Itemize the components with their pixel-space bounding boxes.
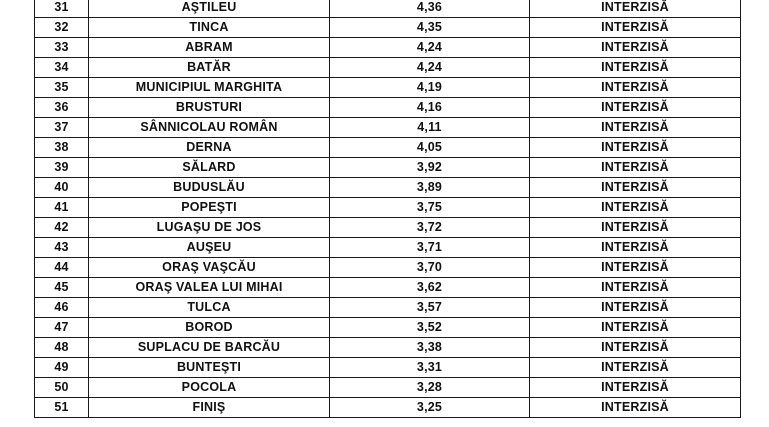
status-cell: INTERZISĂ (530, 0, 741, 18)
value-cell: 4,11 (330, 118, 530, 138)
row-number-cell: 36 (35, 98, 89, 118)
row-number-cell: 34 (35, 58, 89, 78)
table-row (35, 178, 741, 198)
row-number-cell: 31 (35, 0, 89, 18)
table-row (35, 38, 741, 58)
value-cell: 4,19 (330, 78, 530, 98)
row-number-cell: 39 (35, 158, 89, 178)
row-number-cell: 41 (35, 198, 89, 218)
localities-table (34, 0, 741, 418)
value-cell: 3,62 (330, 278, 530, 298)
row-number-cell: 42 (35, 218, 89, 238)
table-row (35, 278, 741, 298)
status-cell: INTERZISĂ (530, 218, 741, 238)
status-cell: INTERZISĂ (530, 318, 741, 338)
table-row (35, 0, 741, 18)
table-row (35, 318, 741, 338)
status-cell: INTERZISĂ (530, 38, 741, 58)
table-row (35, 118, 741, 138)
locality-cell: BUDUSLĂU (89, 178, 330, 198)
value-cell: 3,75 (330, 198, 530, 218)
status-cell: INTERZISĂ (530, 18, 741, 38)
locality-cell: ORAŞ VALEA LUI MIHAI (89, 278, 330, 298)
status-cell: INTERZISĂ (530, 158, 741, 178)
status-cell: INTERZISĂ (530, 178, 741, 198)
locality-cell: BATĂR (89, 58, 330, 78)
row-number-cell: 46 (35, 298, 89, 318)
status-cell: INTERZISĂ (530, 198, 741, 218)
table-row (35, 158, 741, 178)
document-sheet (34, 0, 740, 418)
status-cell: INTERZISĂ (530, 358, 741, 378)
value-cell: 3,28 (330, 378, 530, 398)
value-cell: 4,16 (330, 98, 530, 118)
row-number-cell: 35 (35, 78, 89, 98)
locality-cell: LUGAŞU DE JOS (89, 218, 330, 238)
locality-cell: BOROD (89, 318, 330, 338)
value-cell: 3,38 (330, 338, 530, 358)
value-cell: 3,89 (330, 178, 530, 198)
value-cell: 3,57 (330, 298, 530, 318)
value-cell: 4,05 (330, 138, 530, 158)
row-number-cell: 48 (35, 338, 89, 358)
value-cell: 3,31 (330, 358, 530, 378)
table-row (35, 218, 741, 238)
value-cell: 3,71 (330, 238, 530, 258)
locality-cell: POPEŞTI (89, 198, 330, 218)
table-row (35, 98, 741, 118)
table-row (35, 18, 741, 38)
locality-cell: POCOLA (89, 378, 330, 398)
row-number-cell: 32 (35, 18, 89, 38)
locality-cell: SUPLACU DE BARCĂU (89, 338, 330, 358)
table-row (35, 78, 741, 98)
row-number-cell: 49 (35, 358, 89, 378)
value-cell: 3,52 (330, 318, 530, 338)
value-cell: 4,35 (330, 18, 530, 38)
locality-cell: SÂNNICOLAU ROMÂN (89, 118, 330, 138)
table-row (35, 378, 741, 398)
locality-cell: DERNA (89, 138, 330, 158)
locality-cell: ABRAM (89, 38, 330, 58)
table-body (35, 0, 741, 418)
table-row (35, 198, 741, 218)
value-cell: 3,25 (330, 398, 530, 418)
status-cell: INTERZISĂ (530, 378, 741, 398)
value-cell: 3,70 (330, 258, 530, 278)
table-row (35, 58, 741, 78)
row-number-cell: 38 (35, 138, 89, 158)
table-row (35, 398, 741, 418)
status-cell: INTERZISĂ (530, 118, 741, 138)
locality-cell: SĂLARD (89, 158, 330, 178)
table-row (35, 138, 741, 158)
status-cell: INTERZISĂ (530, 78, 741, 98)
locality-cell: BRUSTURI (89, 98, 330, 118)
row-number-cell: 45 (35, 278, 89, 298)
status-cell: INTERZISĂ (530, 258, 741, 278)
locality-cell: AŞTILEU (89, 0, 330, 18)
status-cell: INTERZISĂ (530, 238, 741, 258)
value-cell: 4,24 (330, 58, 530, 78)
locality-cell: BUNTEŞTI (89, 358, 330, 378)
status-cell: INTERZISĂ (530, 338, 741, 358)
locality-cell: TINCA (89, 18, 330, 38)
locality-cell: AUŞEU (89, 238, 330, 258)
status-cell: INTERZISĂ (530, 278, 741, 298)
value-cell: 4,24 (330, 38, 530, 58)
table-row (35, 298, 741, 318)
row-number-cell: 44 (35, 258, 89, 278)
status-cell: INTERZISĂ (530, 298, 741, 318)
status-cell: INTERZISĂ (530, 398, 741, 418)
row-number-cell: 51 (35, 398, 89, 418)
locality-cell: ORAŞ VAŞCĂU (89, 258, 330, 278)
row-number-cell: 47 (35, 318, 89, 338)
table-row (35, 358, 741, 378)
status-cell: INTERZISĂ (530, 138, 741, 158)
value-cell: 4,36 (330, 0, 530, 18)
status-cell: INTERZISĂ (530, 98, 741, 118)
row-number-cell: 50 (35, 378, 89, 398)
locality-cell: FINIŞ (89, 398, 330, 418)
row-number-cell: 43 (35, 238, 89, 258)
table-row (35, 238, 741, 258)
row-number-cell: 37 (35, 118, 89, 138)
table-row (35, 338, 741, 358)
status-cell: INTERZISĂ (530, 58, 741, 78)
row-number-cell: 40 (35, 178, 89, 198)
locality-cell: TULCA (89, 298, 330, 318)
row-number-cell: 33 (35, 38, 89, 58)
table-row (35, 258, 741, 278)
value-cell: 3,92 (330, 158, 530, 178)
locality-cell: MUNICIPIUL MARGHITA (89, 78, 330, 98)
value-cell: 3,72 (330, 218, 530, 238)
